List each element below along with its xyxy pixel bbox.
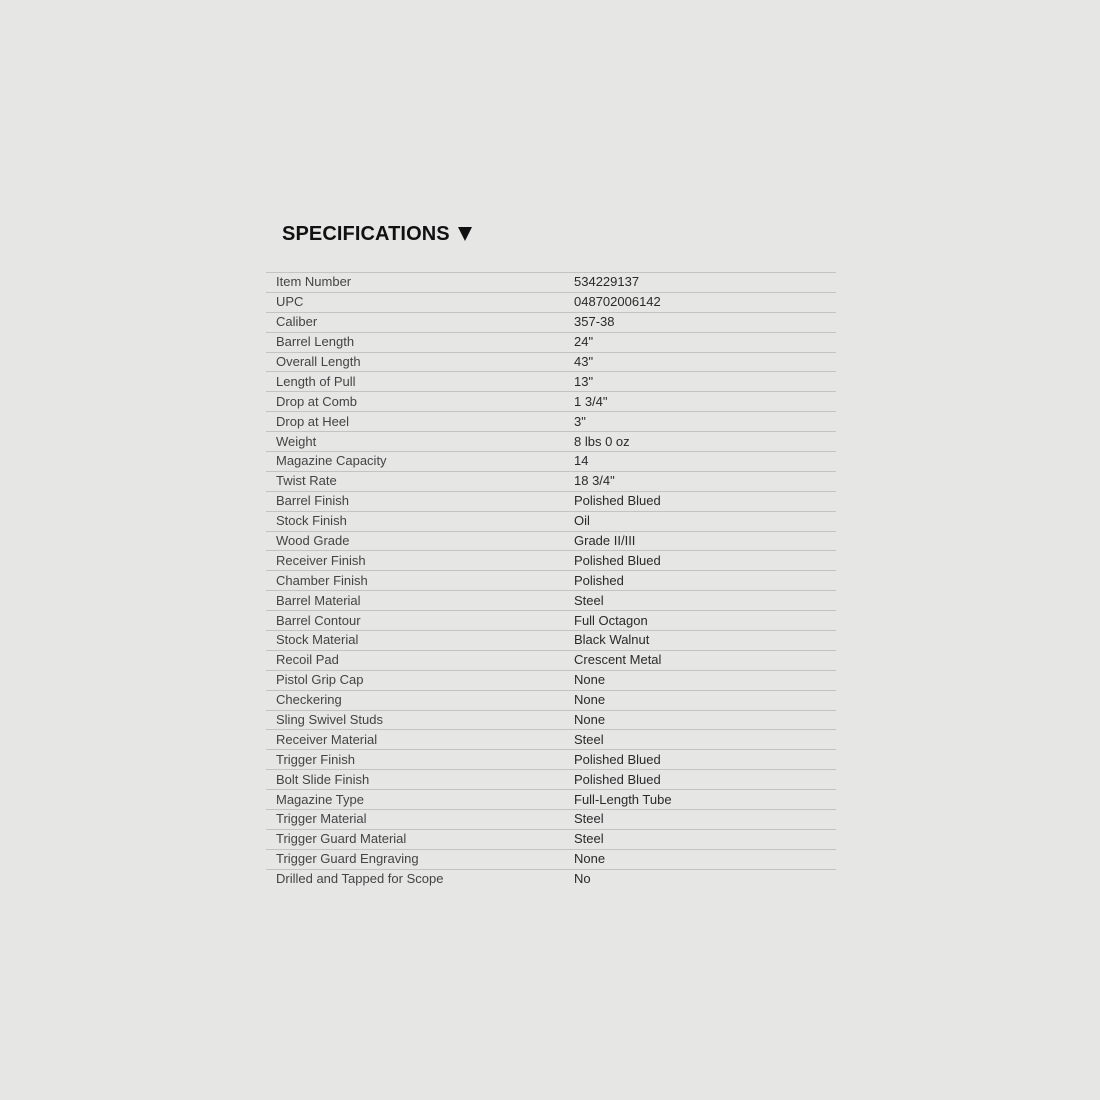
spec-label: Barrel Finish xyxy=(276,493,349,509)
specifications-section xyxy=(266,214,836,889)
spec-value: Black Walnut xyxy=(574,632,650,648)
spec-label: Overall Length xyxy=(276,354,361,369)
spec-row xyxy=(266,491,836,511)
spec-label: Sling Swivel Studs xyxy=(276,712,383,728)
spec-value: Polished xyxy=(574,572,624,588)
spec-label: Pistol Grip Cap xyxy=(276,672,364,688)
spec-row xyxy=(266,670,836,690)
spec-row xyxy=(266,511,836,531)
spec-label: Trigger Guard Material xyxy=(276,831,407,847)
spec-label: Trigger Guard Engraving xyxy=(276,851,419,867)
spec-label: Magazine Type xyxy=(276,791,364,807)
spec-value: Full-Length Tube xyxy=(574,791,672,807)
spec-value: Steel xyxy=(574,811,604,827)
spec-label: Barrel Material xyxy=(276,592,361,608)
spec-label: Stock Material xyxy=(276,632,359,648)
spec-label: Recoil Pad xyxy=(276,652,339,668)
spec-value: 14 xyxy=(574,453,589,469)
spec-row xyxy=(266,869,836,889)
section-title: SPECIFICATIONS xyxy=(282,222,450,245)
spec-value: Steel xyxy=(574,831,604,847)
spec-row xyxy=(266,770,836,790)
spec-value: Steel xyxy=(574,592,604,608)
spec-value: Oil xyxy=(574,513,590,529)
spec-value: Polished Blued xyxy=(574,552,661,568)
spec-row xyxy=(266,452,836,472)
spec-row xyxy=(266,392,836,412)
spec-row xyxy=(266,611,836,631)
spec-label: Drilled and Tapped for Scope xyxy=(276,871,444,887)
spec-value: 18 3/4" xyxy=(574,473,615,489)
spec-row xyxy=(266,432,836,452)
spec-value: Polished Blued xyxy=(574,751,661,767)
spec-row xyxy=(266,849,836,869)
spec-label: Receiver Finish xyxy=(276,552,366,568)
triangle-down-icon xyxy=(458,227,472,241)
spec-label: Barrel Contour xyxy=(276,612,361,628)
spec-row xyxy=(266,591,836,611)
spec-row xyxy=(266,730,836,750)
spec-value: 1 3/4" xyxy=(574,393,608,409)
spec-row xyxy=(266,551,836,571)
spec-value: 13" xyxy=(574,373,594,389)
spec-row xyxy=(266,650,836,670)
spec-row xyxy=(266,332,836,352)
spec-value: 357-38 xyxy=(574,314,615,330)
spec-value: 048702006142 xyxy=(574,294,661,310)
spec-value: Full Octagon xyxy=(574,612,648,628)
spec-label: Magazine Capacity xyxy=(276,453,387,469)
spec-label: Item Number xyxy=(276,274,352,290)
spec-label: Twist Rate xyxy=(276,473,337,489)
spec-row xyxy=(266,810,836,830)
spec-value: 8 lbs 0 oz xyxy=(574,433,630,449)
spec-value: 24" xyxy=(574,334,594,350)
spec-row xyxy=(266,571,836,591)
specifications-toggle[interactable] xyxy=(266,214,836,254)
spec-row xyxy=(266,352,836,372)
spec-label: Chamber Finish xyxy=(276,572,368,588)
spec-row xyxy=(266,750,836,770)
spec-label: Receiver Material xyxy=(276,731,378,747)
spec-value: None xyxy=(574,692,606,708)
spec-value: 534229137 xyxy=(574,274,640,290)
spec-row xyxy=(266,690,836,710)
spec-label: Trigger Finish xyxy=(276,751,355,767)
spec-value: None xyxy=(574,672,606,688)
spec-label: Barrel Length xyxy=(276,334,355,350)
spec-value: Steel xyxy=(574,731,604,747)
spec-label: Length of Pull xyxy=(276,373,356,389)
spec-value: Crescent Metal xyxy=(574,652,662,668)
spec-label: Bolt Slide Finish xyxy=(276,771,370,787)
spec-value: Polished Blued xyxy=(574,493,661,509)
spec-label: Weight xyxy=(276,433,317,449)
spec-label: Drop at Heel xyxy=(276,413,349,429)
spec-value: 3" xyxy=(574,413,586,429)
spec-table-body xyxy=(266,273,836,890)
spec-value: No xyxy=(574,871,591,887)
spec-row xyxy=(266,273,836,293)
spec-row xyxy=(266,292,836,312)
spec-label: Caliber xyxy=(276,314,318,330)
spec-label: Drop at Comb xyxy=(276,393,357,409)
spec-row xyxy=(266,531,836,551)
spec-value: 43" xyxy=(574,354,594,369)
spec-row xyxy=(266,631,836,651)
spec-value: Polished Blued xyxy=(574,771,661,787)
spec-label: Stock Finish xyxy=(276,513,347,529)
spec-row xyxy=(266,312,836,332)
spec-label: Checkering xyxy=(276,692,342,708)
spec-row xyxy=(266,412,836,432)
spec-row xyxy=(266,829,836,849)
spec-row xyxy=(266,790,836,810)
spec-label: Wood Grade xyxy=(276,533,350,549)
spec-row xyxy=(266,372,836,392)
spec-value: None xyxy=(574,851,606,867)
spec-value: None xyxy=(574,712,606,728)
spec-table xyxy=(266,272,836,889)
spec-label: UPC xyxy=(276,294,304,310)
spec-value: Grade II/III xyxy=(574,533,636,549)
spec-label: Trigger Material xyxy=(276,811,367,827)
spec-row xyxy=(266,710,836,730)
spec-row xyxy=(266,471,836,491)
